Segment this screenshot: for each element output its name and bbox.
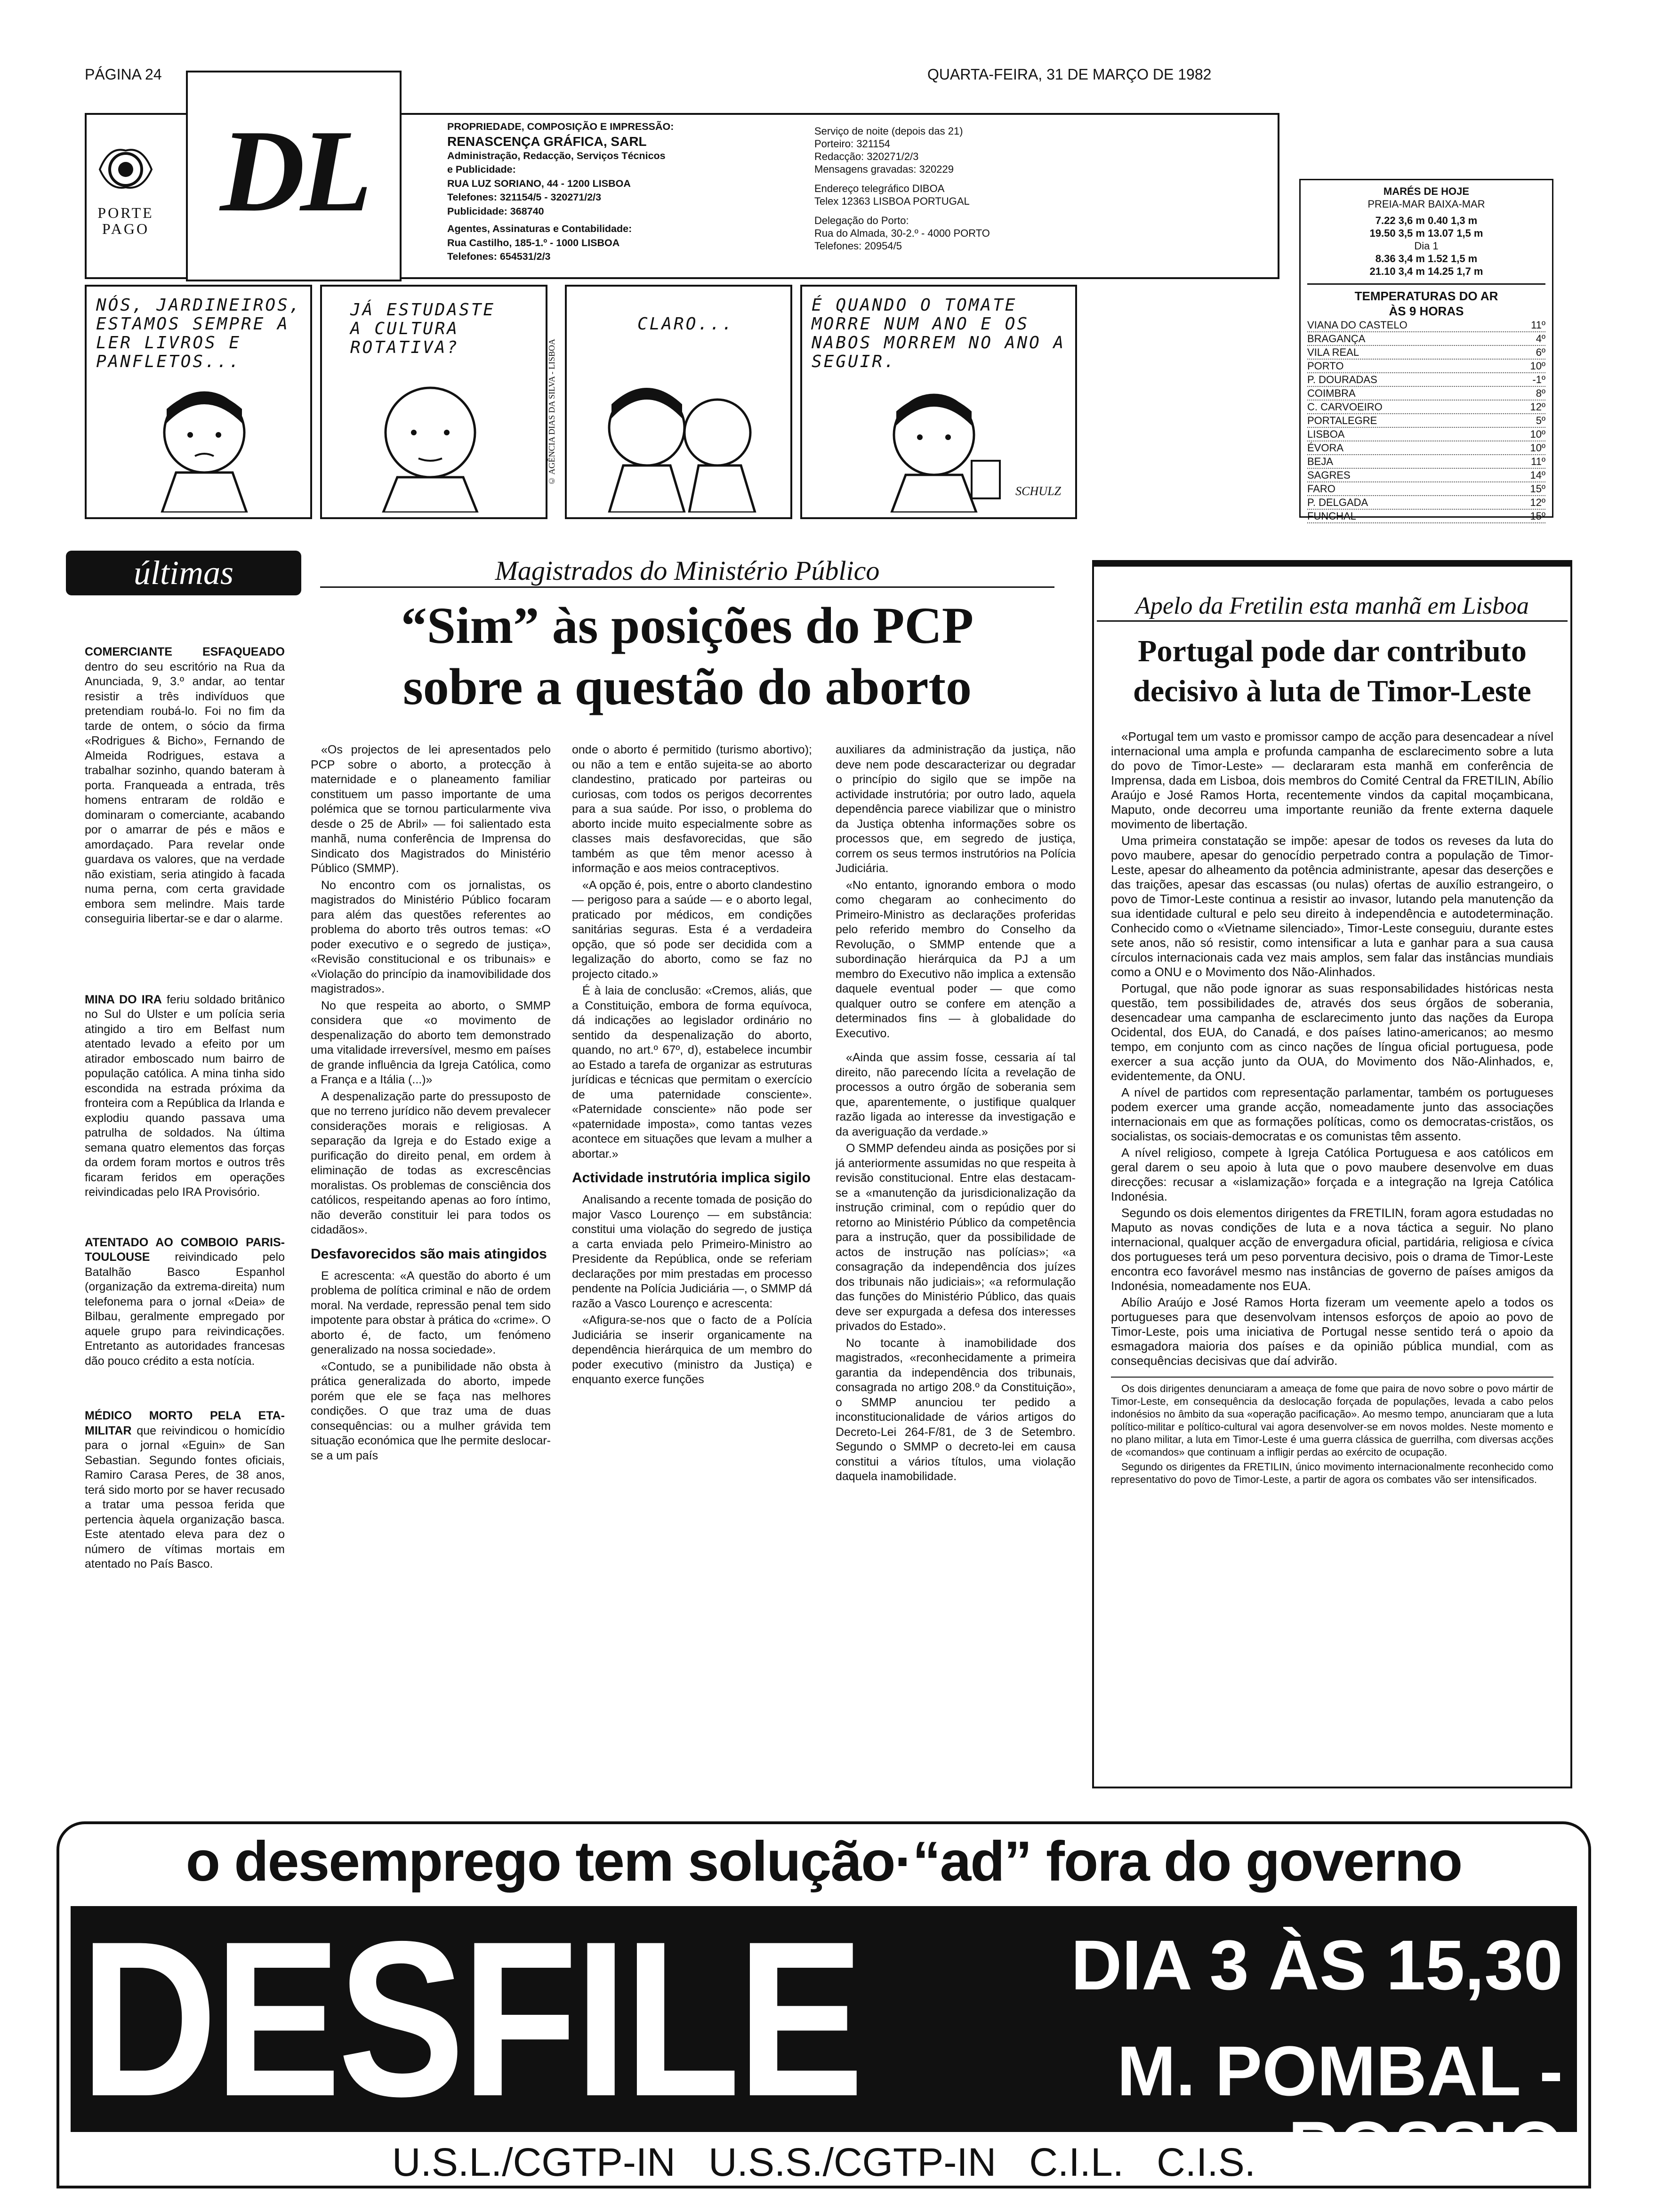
service-line: Telefones: 20954/5	[814, 240, 902, 252]
city-name: BEJA	[1307, 456, 1334, 467]
temperature-row	[1307, 401, 1545, 414]
night-service-info	[814, 125, 1144, 252]
tide-row: Dia 1	[1414, 240, 1439, 252]
comic-signature: SCHULZ	[1015, 484, 1061, 498]
comic-panel-1	[85, 285, 312, 519]
main-kicker: Magistrados do Ministério Público	[320, 555, 1054, 588]
lucy-linus-figures-icon	[595, 371, 764, 513]
ad-when: DIA 3 ÀS 15,30	[1071, 1925, 1563, 2004]
lucy-reading-figure-icon	[859, 381, 1009, 513]
ad-where: M. POMBAL - ROSSIO	[1117, 2031, 1563, 2186]
temperature-row	[1307, 387, 1545, 401]
temperature-row	[1307, 469, 1545, 482]
temperature-row	[1307, 373, 1545, 387]
ultimas-item: COMERCIANTE ESFAQUEADO dentro do seu escritório na Rua da Anunciada, 9, 3.º andar, ao tentar resistir a três indivíduos que pretendiam roubá-lo. Foi no fim da tarde de ontem, o sócio da firma «Rodrigues & Bicho», Fernando de Almeida Rodrigues, estava a trabalhar sozinho, quando bateram à porta. Franqueada a entrada, três homens entraram de roldão e dominaram o comerciante, acabando por o amarrar de pés e mãos e amordaçado. Para revelar onde guardava os valores, que na verdade não existiam, seria atingido à facada numa perna, com certa gravidade embora sem melindre. Mais tarde conseguiria libertar-se e dar o alarme.	[85, 645, 285, 925]
press-line: Telefones: 654531/2/3	[447, 251, 551, 262]
press-line: RUA LUZ SORIANO, 44 - 1200 LISBOA	[447, 177, 631, 189]
press-line: PROPRIEDADE, COMPOSIÇÃO E IMPRESSÃO:	[447, 121, 674, 132]
dl-logo: DL	[220, 106, 368, 236]
city-name: ÉVORA	[1307, 442, 1344, 454]
main-headline-2: sobre a questão do aborto	[402, 658, 972, 715]
lucy-figure-icon	[134, 381, 275, 513]
city-name: LISBOA	[1307, 428, 1345, 440]
city-name: VILA REAL	[1307, 346, 1359, 358]
subheading: Actividade instrutória implica sigilo	[572, 1170, 811, 1186]
temperature-row	[1307, 414, 1545, 428]
city-name: PORTO	[1307, 360, 1344, 372]
city-temperature: 12º	[1530, 401, 1545, 413]
press-line: RENASCENÇA GRÁFICA, SARL	[447, 134, 647, 149]
press-line: Publicidade: 368740	[447, 205, 544, 217]
city-name: SAGRES	[1307, 469, 1351, 481]
tide-row: 19.50 3,5 m 13.07 1,5 m	[1369, 227, 1483, 239]
main-col-1: «Os projectos de lei apresentados pelo PCP sobre o aborto, a protecção à maternidade e o planeamento familiar constituem um passo importante de uma polémica que se tornou particularmente viva desde o 25 de Abril» — foi salientado esta manhã, numa conferência de Imprensa do Sindicato dos Magistrados do Ministério Público (SMMP). No encontro com os jornalistas, os magistrados do Ministério Público focaram para além das questões referentes ao problema do aborto três outros temas: «O poder executivo e o segredo de justiça», «Revisão constitucional e os tribunais» e «Violação do princípio da inamovibilidade dos magistrados». No que respeita ao aborto, o SMMP considera que «o movimento de despenalização do aborto tem demonstrado uma vitalidade irreversível, mesmo em países de grande influência da Igreja Católica, como a França e a Itália (...)» A despenalização parte do pressuposto de que no terreno jurídico não devem prevalecer considerações morais e religiosas. A separação da Igreja e do Estado exige a purificação do direito penal, em ordem à eliminação de todas as excrescências moralistas. Os problemas de consciência dos católicos, respeitando apenas ao foro íntimo, não deverão constituir lei para todos os cidadãos». Desfavorecidos são mais atingidos E acrescenta: «A questão do aborto é um problema de política criminal e não de ordem moral. Na verdade, repressão penal tem sido impotente para obstar à prática do «crime». O aborto é, de facto, um fenómeno generalizado na nossa sociedade». «Contudo, se a punibilidade não obsta à prática generalizada do aborto, impede porém que ele se faça nas melhores condições. O que traz uma de duas consequências: ou a mulher grávida tem situação económica que lhe permite deslocar-se a um país	[311, 743, 551, 1462]
city-temperature: 8º	[1536, 387, 1545, 399]
ad-slogan: o desemprego tem solução·“ad” fora do governo	[185, 1830, 1462, 1893]
temp-title: TEMPERATURAS DO AR	[1354, 289, 1498, 303]
ultimas-item: MÉDICO MORTO PELA ETA-MILITAR que reivindicou o homicídio para o jornal «Eguin» de San Sebastian. Segundo fontes oficiais, Ramiro Carasa Peres, de 38 anos, terá sido morto por se haver recusado a tratar uma pessoa ferida que pertencia àquela organização basca. Este atentado eleva para dez o número de vítimas mortais em atentado no País Basco.	[85, 1409, 285, 1571]
service-line: Rua do Almada, 30-2.º - 4000 PORTO	[814, 227, 990, 239]
city-name: COIMBRA	[1307, 387, 1356, 399]
temperature-row	[1307, 346, 1545, 360]
comic-panel-3	[565, 285, 792, 519]
temperature-row	[1307, 319, 1545, 332]
service-line: Mensagens gravadas: 320229	[814, 163, 954, 175]
comic-bubble-1: NÓS, JARDINEIROS, ESTAMOS SEMPRE A LER LIVROS E PANFLETOS...	[96, 296, 302, 371]
service-line: Serviço de noite (depois das 21)	[814, 125, 963, 137]
press-info	[447, 120, 786, 264]
temperature-row	[1307, 510, 1545, 523]
service-line: Delegação do Porto:	[814, 215, 909, 226]
city-temperature: 15º	[1530, 510, 1545, 522]
comic-bubble-4: É QUANDO O TOMATE MORRE NUM ANO E OS NABOS MORREM NO ANO A SEGUIR.	[812, 296, 1066, 371]
city-name: BRAGANÇA	[1307, 333, 1366, 345]
comic-credit: © AGÊNCIA DIAS DA SILVA - LISBOA	[547, 339, 556, 486]
temperature-row	[1307, 441, 1545, 455]
city-name: C. CARVOEIRO	[1307, 401, 1383, 413]
tides-header: PREIA-MAR BAIXA-MAR	[1367, 198, 1485, 210]
city-temperature: 14º	[1530, 469, 1545, 481]
press-line: Administração, Redacção, Serviços Técnicos	[447, 150, 666, 161]
porte-pago-box	[90, 136, 161, 237]
page-number: PÁGINA 24	[85, 66, 162, 83]
service-line: Endereço telegráfico DIBOA	[814, 183, 945, 194]
temperature-row	[1307, 482, 1545, 496]
city-temperature: 10º	[1530, 442, 1545, 454]
city-temperature: 12º	[1530, 497, 1545, 508]
subheading: Desfavorecidos são mais atingidos	[311, 1246, 547, 1262]
temperature-row	[1307, 455, 1545, 469]
ultimas-item: ATENTADO AO COMBOIO PARIS-TOULOUSE reivindicado pelo Batalhão Basco Espanhol (organização da extrema-direita) num telefonema para o jornal «Deia» de Bilbau, geralmente empregado por aquele grupo para reivindicações. Entretanto as autoridades francesas dão pouco crédito a esta notícia.	[85, 1235, 285, 1368]
service-line: Telex 12363 LISBOA PORTUGAL	[814, 195, 970, 207]
comic-bubble-2: JÁ ESTUDASTE A CULTURA ROTATIVA?	[350, 300, 496, 357]
fretilin-body: «Portugal tem um vasto e promissor campo de acção para desencadear a nível internacional uma ampla e profunda campanha de esclarecimento sobre a luta do povo de Timor-Leste» — declararam esta manhã em conferência de Imprensa, dada em Lisboa, dois membros do Comité Central da FRETILIN, Abílio Araújo e José Ramos Horta, recentemente vindos da capital moçambicana, Maputo, onde decorreu uma importante reunião da frente externa daquele movimento de libertação. Uma primeira constatação se impõe: apesar de todos os reveses da luta do povo maubere, apesar do genocídio perpetrado contra a população de Timor-Leste, apesar do alheamento da potência administrante, apesar das deserções e das traições, apesar das escassas (ou nulas) ofertas de auxílio estrangeiro, o povo de Timor-Leste continua a resistir ao invasor, lutando pela manutenção da sua identidade cultural e pelo seu direito à independência e autodeterminação. Conhecido como o «Vietname silenciado», Timor-Leste conseguiu, durante estes sete anos, não só resistir, como intensificar a luta e ganhar para a sua causa círculos internacionais cada vez mais amplos, sem falar das instâncias mundiais como a ONU e o Movimento dos Não-Alinhados. Portugal, que não pode ignorar as suas responsabilidades históricas nesta questão, tem possibilidades de, através dos seus órgãos de soberania, desencadear uma campanha de esclarecimento junto das nações da Europa Ocidental, dos EUA, do Canadá, e dos países latino-americanos; ao mesmo tempo, em conjunto com as cinco nações de língua oficial portuguesa, pode exercer a sua acção junto da OUA, do Movimento dos Não-Alinhados, e, evidentemente, da ONU. A nível de partidos com representação parlamentar, também os portugueses podem exercer uma grande acção, nomeadamente junto das associações internacionais em que as formações políticas, como os democratas-cristãos, os socialistas, os sociais-democratas e os comunistas têm assento. A nível religioso, compete à Igreja Católica Portuguesa e aos católicos em geral darem o seu apoio à luta que o povo maubere desenvolve em duas direcções: recusar a «islamização» forçada e a integração na Igreja Católica Indonésia. Segundo os dois elementos dirigentes da FRETILIN, foram agora estudadas no Maputo as novas condições de luta e a nova táctica a seguir. No plano internacional, qualquer acção de envergadura oficial, partidária, religiosa e cívica dos portugueses terá um peso porventura decisivo, pois o drama de Timor-Leste encontra eco favorável mesmo nas instâncias de governo de países amigos da Indonésia, nomeadamente nos EUA. Abílio Araújo e José Ramos Horta fizeram um veemente apelo a todos os portugueses para que desenvolvam intensos esforços de apoio ao povo de Timor-Leste, pois uma iniciativa de Portugal nesse sentido terá o apoio da esmagadora maioria dos países e da opinião pública mundial, com as consequências decisivas que daí advirão. Os dois dirigentes denunciaram a ameaça de fome que paira de novo sobre o povo mártir de Timor-Leste, em consequência da deslocação forçada de populações, levada a cabo pelos indonésios no âmbito da sua «operação pacificação». Ao mesmo tempo, anunciaram que a luta político-militar e político-cultural vai agora desenvolver-se em novos moldes. Neste momento e no plano militar, a luta em Timor-Leste é uma guerra clássica de guerrilha, com diversas acções de «comandos» que continuam a infligir perdas ao exército de ocupação. Segundo os dirigentes da FRETILIN, único movimento internacionalmente reconhecido como representativo do povo de Timor-Leste, a partir de agora os combates vão ser intensificados.	[1111, 729, 1553, 1485]
city-name: VIANA DO CASTELO	[1307, 319, 1408, 331]
porte-pago-label: PORTE PAGO	[97, 204, 154, 237]
weather-box	[1299, 179, 1553, 522]
fretilin-kicker: Apelo da Fretilin esta manhã em Lisboa	[1097, 592, 1568, 622]
city-temperature: 6º	[1536, 346, 1545, 358]
city-name: P. DELGADA	[1307, 497, 1368, 508]
press-line: Rua Castilho, 185-1.º - 1000 LISBOA	[447, 237, 620, 248]
tides-title: MARÉS DE HOJE	[1383, 185, 1470, 197]
tide-row: 21.10 3,4 m 14.25 1,7 m	[1369, 265, 1483, 277]
temp-subtitle: ÀS 9 HORAS	[1389, 304, 1464, 318]
temperature-row	[1307, 496, 1545, 510]
tide-row: 7.22 3,6 m 0.40 1,3 m	[1375, 215, 1478, 226]
ad-big-word: DESFILE	[80, 1895, 861, 2142]
main-col-3: auxiliares da administração da justiça, não deve nem pode descaracterizar ou degradar o princípio do sigilo que se impõe na actividade instrutória; por outro lado, aquela dependência parece viabilizar que o ministro da Justiça obtenha informações sobre os processos que, em segredo de justiça, correm os seus termos instrutórios na Polícia Judiciária. «No entanto, ignorando embora o modo como chegaram ao conhecimento do Primeiro-Ministro as declarações proferidas pelo referido membro do Conselho da Revolução, o SMMP entende que a subordinação hierárquica da PJ a um membro do Executivo não implica a extensão daquele eventual poder — que como qualquer outro se confere em atenção a determinados fins — à globalidade do Executivo. «Ainda que assim fosse, cessaria aí tal direito, não parecendo lícita a revelação de processos a outro órgão de soberania sem que, aparentemente, o justifique qualquer razão ligada ao interesse da investigação e da averiguação da verdade.» O SMMP defendeu ainda as posições por si já anteriormente assumidas no que respeita à revisão constitucional. Entre elas destacam-se a «manutenção da jurisdicionalização da instrução criminal, com o repúdio quer do retorno ao Ministério Público da competência para a instrução, quer da possibilidade de actos de instrução nas polícias»; «a consagração da independência dos juízes dos tribunais não judiciais»; «a reformulação das funções do Ministério Público, das quais deve ser expurgada a defesa dos interesses privados do Estado». No tocante à inamobilidade dos magistrados, «reconhecidamente a primeira garantia da independência dos tribunais, consagrada no artigo 208.º da Constituição», o SMMP anunciou ter pedido a inconstitucionalidade de vários artigos do Decreto-Lei 264-F/81, de 3 de Setembro. Segundo o SMMP o decreto-lei em causa constitui a vários títulos, uma violação daquela inamobilidade.	[836, 743, 1076, 1483]
temperature-row	[1307, 332, 1545, 346]
comic-panel-2	[320, 285, 547, 519]
ad-organizations: U.S.L./CGTP-IN U.S.S./CGTP-IN C.I.L. C.I.S.	[392, 2140, 1256, 2184]
temperature-row	[1307, 360, 1545, 373]
city-name: FARO	[1307, 483, 1335, 495]
service-line: Porteiro: 321154	[814, 138, 891, 150]
logo-box	[186, 71, 402, 281]
fretilin-headline-1: Portugal pode dar contributo	[1138, 634, 1527, 668]
city-temperature: 15º	[1530, 483, 1545, 495]
comic-bubble-3: CLARO...	[637, 314, 734, 334]
ultimas-logo: últimas	[66, 551, 301, 595]
service-line: Redacção: 320271/2/3	[814, 151, 919, 162]
city-temperature: 11º	[1531, 456, 1545, 467]
city-name: PORTALEGRE	[1307, 415, 1377, 426]
city-temperature: 10º	[1530, 360, 1545, 372]
city-temperature: 10º	[1530, 428, 1545, 440]
press-line: Agentes, Assinaturas e Contabilidade:	[447, 223, 632, 234]
linus-figure-icon	[341, 376, 520, 513]
city-name: P. DOURADAS	[1307, 374, 1377, 385]
page-date: QUARTA-FEIRA, 31 DE MARÇO DE 1982	[927, 66, 1212, 83]
fretilin-headline-2: decisivo à luta de Timor-Leste	[1133, 674, 1531, 708]
temperature-row	[1307, 428, 1545, 441]
main-col-2: onde o aborto é permitido (turismo abortivo); ou não a tem e então sujeita-se ao aborto clandestino, praticado por parteiras ou curiosas, com todos os perigos decorrentes para a sua saúde. Por isso, o problema do aborto incide muito especialmente sobre as classes mais desfavorecidas, que são também as que têm menor acesso à informação e aos meios contraceptivos. «A opção é, pois, entre o aborto clandestino — perigoso para a saúde — e o aborto legal, praticado por médicos, em condições sanitárias seguras. Esta é a verdadeira opção, que só pode ser decidida com a legalização do aborto, como se faz no projecto citado.» É à laia de conclusão: «Cremos, aliás, que a Constituição, embora de forma equívoca, dá indicações ao legislador ordinário no sentido da despenalização do aborto, quando, no art.º 67º, d), estabelece incumbir ao Estado a tarefa de organizar as estruturas jurídicas e técnicas que permitam o exercício de uma paternidade consciente». «Paternidade consciente» não pode ser «paternidade imposta», como tantas vezes acontece em situações que levam a mulher a abortar.» Actividade instrutória implica sigilo Analisando a recente tomada de posição do major Vasco Lourenço — em substância: constitui uma violação do segredo de justiça a carta enviada pelo Primeiro-Ministro ao Presidente da República, onde se referiam declarações por mim prestadas em processo pendente na Polícia Judiciária —, o SMMP dá razão a Vasco Lourenço e acrescenta: «Afigura-se-nos que o facto de a Polícia Judiciária se inserir organicamente na dependência hierárquica de um membro do poder executivo (ministro da Justiça) e enquanto exerce funções	[572, 743, 812, 1386]
city-temperature: 11º	[1531, 319, 1545, 331]
comic-panel-4	[800, 285, 1077, 519]
city-name: FUNCHAL	[1307, 510, 1356, 522]
press-line: Telefones: 321154/5 - 320271/2/3	[447, 192, 602, 203]
ultimas-column	[85, 645, 285, 1574]
tide-row: 8.36 3,4 m 1.52 1,5 m	[1375, 253, 1478, 264]
crest-icon	[90, 136, 161, 202]
city-temperature: 5º	[1536, 415, 1545, 426]
main-headline-1: “Sim” às posições do PCP	[401, 597, 974, 654]
ultimas-item: MINA DO IRA feriu soldado britânico no Sul do Ulster e um polícia seria atingido a tiro em Belfast num atentado levado a efeito por um atirador emboscado num bairro de população católica. A mina tinha sido escondida na estrada próxima da fronteira com a República da Irlanda e explodiu quando passava uma patrulha de soldados. Na última semana quatro elementos das forças da ordem foram mortos e outros três ficaram feridos em operações reivindicadas pelo IRA Provisório.	[85, 993, 285, 1199]
city-temperature: 4º	[1536, 333, 1545, 345]
city-temperature: -1º	[1532, 374, 1545, 385]
press-line: e Publicidade:	[447, 164, 516, 175]
temperature-list	[1307, 319, 1545, 523]
